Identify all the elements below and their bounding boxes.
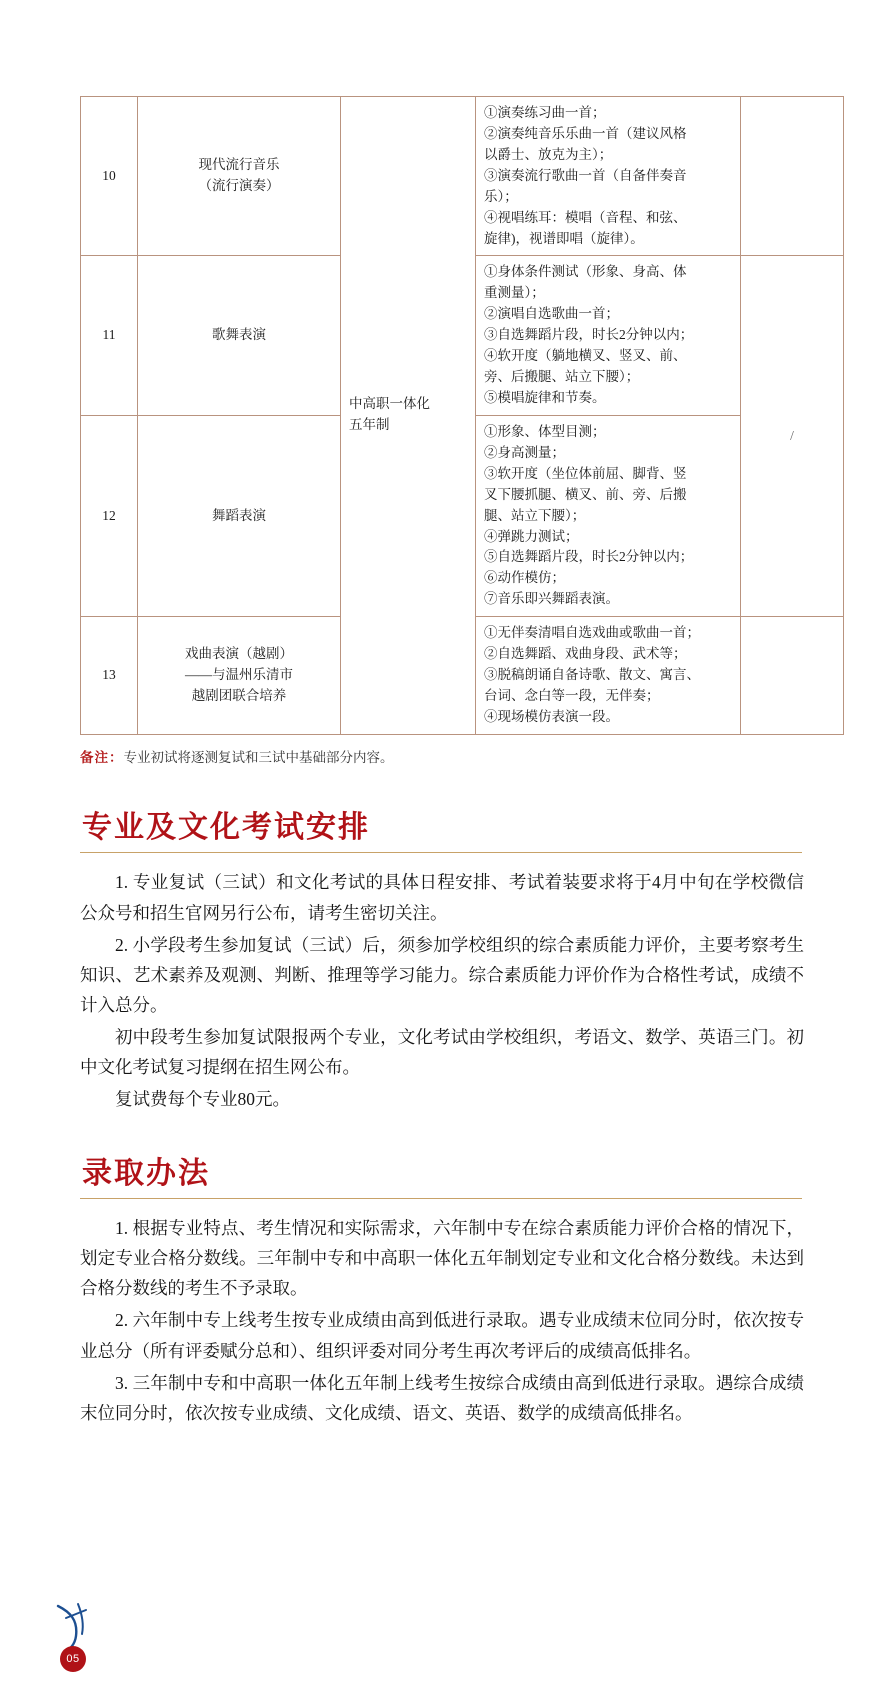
system-type-line: 中高职一体化: [349, 396, 430, 412]
row-extra-cell: [741, 97, 844, 256]
detail-line: ③演奏流行歌曲一首（自备伴奏音: [484, 167, 687, 183]
detail-line: 腿、站立下腰）；: [484, 507, 586, 523]
row-details: [476, 617, 741, 735]
major-line: 舞蹈表演: [212, 507, 266, 523]
document-page: [0, 96, 888, 1696]
title-divider: [80, 852, 802, 853]
detail-line: ④软开度（躺地横叉、竖叉、前、: [484, 348, 687, 364]
note-text: 专业初试将逐测复试和三试中基础部分内容。: [123, 749, 394, 765]
page-title: 专业及文化考试安排: [82, 811, 370, 845]
row-major: [138, 415, 341, 616]
major-line: （流行演奏）: [198, 178, 280, 194]
detail-line: ②演唱自选歌曲一首；: [484, 306, 619, 322]
detail-line: 重测量）；: [484, 285, 545, 301]
paragraph: 复试费每个专业80元。: [115, 1089, 290, 1110]
table-note: [80, 747, 808, 769]
row-major: [138, 256, 341, 415]
major-line: 歌舞表演: [212, 327, 266, 343]
page-footer: [38, 1602, 158, 1674]
row-details: [476, 97, 741, 256]
paragraph: 初中段考生参加复试限报两个专业，文化考试由学校组织，考语文、数学、英语三门。初中文化考试复习提纲在招生网公布。: [80, 1026, 804, 1077]
detail-line: ⑤模唱旋律和节奏。: [484, 389, 606, 405]
page-title: 录取办法: [82, 1157, 210, 1191]
detail-line: 台词、念白等一段，无伴奏；: [484, 687, 660, 703]
detail-line: ②自选舞蹈、戏曲身段、武术等；: [484, 646, 687, 662]
slash-mark: /: [790, 427, 794, 443]
detail-line: ⑦音乐即兴舞蹈表演。: [484, 591, 619, 607]
row-details: [476, 415, 741, 616]
section-admission-method: [80, 1148, 808, 1428]
system-type-line: 五年制: [349, 417, 390, 433]
row-extra-cell: [741, 256, 844, 617]
row-major: [138, 617, 341, 735]
section-exam-schedule: [80, 802, 808, 1114]
row-number: 12: [81, 415, 138, 616]
paragraph: 3. 三年制中专和中高职一体化五年制上线考生按综合成绩由高到低进行录取。遇综合成绩末位同分时，依次按专业成绩、文化成绩、语文、英语、数学的成绩高低排名。: [80, 1372, 804, 1423]
major-line: ——与温州乐清市: [185, 667, 293, 683]
table-row: [81, 97, 844, 256]
detail-line: 乐）；: [484, 188, 518, 204]
page-number-badge: 05: [60, 1646, 86, 1672]
major-line: 越剧团联合培养: [191, 687, 287, 703]
detail-line: ①身体条件测试（形象、身高、体: [484, 264, 687, 280]
row-major: [138, 97, 341, 256]
note-label: 备注：: [80, 749, 124, 765]
title-divider: [80, 1198, 802, 1199]
detail-line: ③脱稿朗诵自备诗歌、散文、寓言、: [484, 667, 700, 683]
detail-line: ②演奏纯音乐乐曲一首（建议风格: [484, 125, 687, 141]
paragraph: 1. 根据专业特点、考生情况和实际需求，六年制中专在综合素质能力评价合格的情况下，划定专业合格分数线。三年制中专和中高职一体化五年制划定专业和文化合格分数线。未达到合格分数线的考生不予录取。: [80, 1218, 804, 1299]
row-number: 10: [81, 97, 138, 256]
detail-line: ④弹跳力测试；: [484, 528, 579, 544]
paragraph: 1. 专业复试（三试）和文化考试的具体日程安排、考试着装要求将于4月中旬在学校微信公众号和招生官网另行公布，请考生密切关注。: [80, 872, 804, 923]
detail-line: ①无伴奏清唱自选戏曲或歌曲一首；: [484, 625, 700, 641]
major-line: 现代流行音乐: [198, 157, 280, 173]
detail-line: ③自选舞蹈片段，时长2分钟以内；: [484, 327, 694, 343]
exam-content-table: [80, 96, 844, 735]
detail-line: 以爵士、放克为主）；: [484, 146, 613, 162]
detail-line: ②身高测量；: [484, 444, 565, 460]
paragraph: 2. 小学段考生参加复试（三试）后，须参加学校组织的综合素质能力评价，主要考察考生知识、艺术素养及观测、判断、推理等学习能力。综合素质能力评价作为合格性考试，成绩不计入总分。: [80, 934, 804, 1015]
row-extra-cell: [741, 617, 844, 735]
detail-line: ④现场模仿表演一段。: [484, 708, 619, 724]
detail-line: ④视唱练耳：模唱（音程、和弦、: [484, 209, 687, 225]
detail-line: 旁、后搬腿、站立下腰）；: [484, 369, 640, 385]
paragraph: 2. 六年制中专上线考生按专业成绩由高到低进行录取。遇专业成绩末位同分时，依次按专业总分（所有评委赋分总和）、组织评委对同分考生再次考评后的成绩高低排名。: [80, 1310, 804, 1361]
detail-line: ③软开度（坐位体前屈、脚背、竖: [484, 465, 687, 481]
detail-line: ①演奏练习曲一首；: [484, 105, 606, 120]
detail-line: 叉下腰抓腿、横叉、前、旁、后搬: [484, 486, 687, 502]
row-details: [476, 256, 741, 415]
detail-line: 旋律)，视谱即唱（旋律）。: [484, 230, 644, 246]
detail-line: ⑤自选舞蹈片段，时长2分钟以内；: [484, 549, 694, 565]
row-system-type: [341, 97, 476, 735]
detail-line: ①形象、体型目测；: [484, 423, 606, 439]
major-line: 戏曲表演（越剧）: [185, 646, 293, 662]
detail-line: ⑥动作模仿；: [484, 570, 565, 586]
row-number: 13: [81, 617, 138, 735]
row-number: 11: [81, 256, 138, 415]
